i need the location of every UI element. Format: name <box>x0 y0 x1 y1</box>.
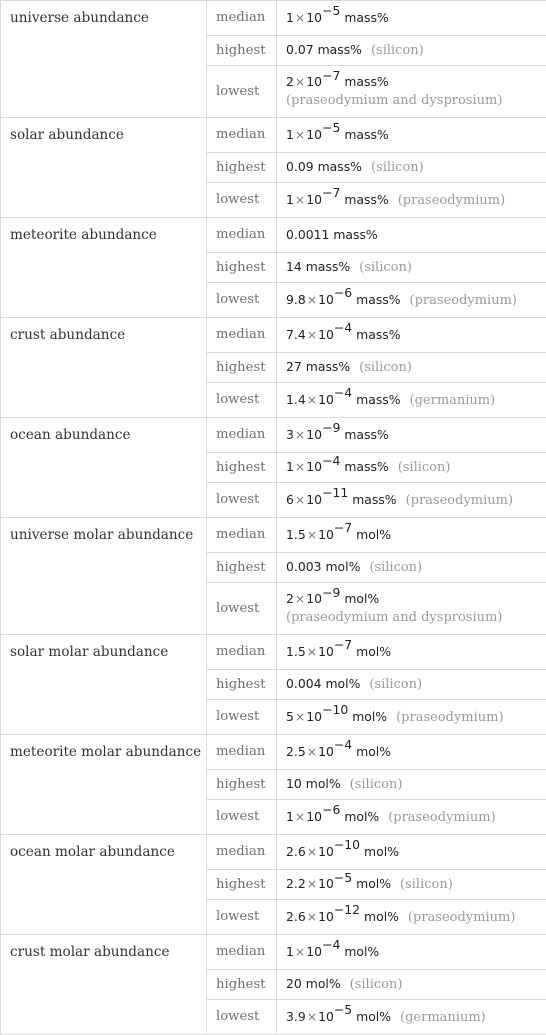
table-row <box>1 635 546 670</box>
value-mantissa: 1 <box>286 459 294 474</box>
base-ten: 10 <box>318 844 334 859</box>
times-sign: × <box>295 127 305 142</box>
value-unit: mol% <box>325 676 360 691</box>
base-ten: 10 <box>318 644 334 659</box>
value-unit: mol% <box>356 527 391 542</box>
property-name-cell <box>1 118 207 218</box>
table-row <box>1 935 546 970</box>
value-unit: mass% <box>352 492 396 507</box>
stat-label: median <box>216 644 265 659</box>
stat-label-cell <box>207 1 277 36</box>
times-sign: × <box>307 1009 317 1024</box>
table-row <box>1 118 546 153</box>
table-row <box>1 418 546 453</box>
value-cell <box>277 735 546 770</box>
element-note: (silicon) <box>400 877 453 892</box>
stat-label-cell <box>207 283 277 318</box>
value-cell <box>277 970 546 1000</box>
property-name-cell <box>1 518 207 635</box>
stat-label-cell <box>207 635 277 670</box>
value-cell <box>277 1000 546 1035</box>
property-name: meteorite molar abundance <box>10 744 201 760</box>
property-name: crust abundance <box>10 327 125 343</box>
property-name-cell <box>1 418 207 518</box>
value-cell <box>277 353 546 383</box>
stat-label-cell <box>207 453 277 483</box>
base-ten: 10 <box>318 527 334 542</box>
value-exponent: −5 <box>322 120 340 135</box>
stat-label-cell <box>207 770 277 800</box>
value-exponent: −10 <box>322 702 348 717</box>
stat-label-cell <box>207 670 277 700</box>
value-cell <box>277 418 546 453</box>
stat-label-cell <box>207 153 277 183</box>
value-exponent: −12 <box>334 902 360 917</box>
value-mantissa: 2 <box>286 591 294 606</box>
stat-label: lowest <box>216 192 259 207</box>
value-cell <box>277 635 546 670</box>
element-note: (praseodymium and dysprosium) <box>286 92 546 110</box>
base-ten: 10 <box>318 1009 334 1024</box>
value-cell <box>277 800 546 835</box>
value-number: 0.003 <box>286 559 321 574</box>
value-unit: mass% <box>344 427 388 442</box>
value-unit: mol% <box>306 976 341 991</box>
times-sign: × <box>295 459 305 474</box>
value-mantissa: 1 <box>286 127 294 142</box>
value-unit: mass% <box>344 459 388 474</box>
value-unit: mass% <box>356 292 400 307</box>
table-row <box>1 735 546 770</box>
stat-label: median <box>216 127 265 142</box>
property-name-cell <box>1 835 207 935</box>
value-exponent: −4 <box>322 937 340 952</box>
value-mantissa: 1 <box>286 944 294 959</box>
base-ten: 10 <box>306 591 322 606</box>
element-note: (praseodymium) <box>396 710 503 725</box>
stat-label: highest <box>216 777 266 792</box>
value-number: 0.07 <box>286 42 314 57</box>
value-cell <box>277 670 546 700</box>
value-cell <box>277 318 546 353</box>
base-ten: 10 <box>318 292 334 307</box>
base-ten: 10 <box>306 809 322 824</box>
value-exponent: −5 <box>334 870 352 885</box>
stat-label: lowest <box>216 909 259 924</box>
element-note: (praseodymium and dysprosium) <box>286 609 546 627</box>
stat-label: highest <box>216 360 266 375</box>
value-cell <box>277 66 546 118</box>
value-exponent: −10 <box>334 837 360 852</box>
stat-label: median <box>216 327 265 342</box>
times-sign: × <box>307 392 317 407</box>
stat-label: median <box>216 744 265 759</box>
value-exponent: −4 <box>334 385 352 400</box>
value-unit: mol% <box>352 709 387 724</box>
value-exponent: −4 <box>334 320 352 335</box>
value-mantissa: 1 <box>286 10 294 25</box>
value-unit: mol% <box>344 809 379 824</box>
value-mantissa: 5 <box>286 709 294 724</box>
value-cell <box>277 183 546 218</box>
base-ten: 10 <box>306 459 322 474</box>
element-note: (silicon) <box>350 777 403 792</box>
times-sign: × <box>295 74 305 89</box>
stat-label-cell <box>207 900 277 935</box>
value-mantissa: 2.2 <box>286 876 306 891</box>
value-cell <box>277 518 546 553</box>
times-sign: × <box>295 427 305 442</box>
value-number: 14 <box>286 259 302 274</box>
property-name: universe abundance <box>10 10 149 26</box>
value-exponent: −7 <box>334 520 352 535</box>
value-cell <box>277 153 546 183</box>
value-cell <box>277 583 546 635</box>
value-exponent: −7 <box>334 637 352 652</box>
value-unit: mass% <box>344 10 388 25</box>
stat-label-cell <box>207 183 277 218</box>
times-sign: × <box>295 809 305 824</box>
value-unit: mol% <box>356 744 391 759</box>
base-ten: 10 <box>318 909 334 924</box>
value-unit: mass% <box>318 42 362 57</box>
value-mantissa: 2.6 <box>286 844 306 859</box>
value-mantissa: 1.4 <box>286 392 306 407</box>
element-note: (silicon) <box>369 560 422 575</box>
value-number: 0.0011 <box>286 227 329 242</box>
stat-label-cell <box>207 583 277 635</box>
value-unit: mol% <box>356 644 391 659</box>
stat-label: lowest <box>216 601 259 616</box>
base-ten: 10 <box>306 427 322 442</box>
element-note: (praseodymium) <box>406 493 513 508</box>
property-name: solar molar abundance <box>10 644 168 660</box>
value-exponent: −5 <box>322 3 340 18</box>
stat-label: median <box>216 427 265 442</box>
element-note: (silicon) <box>350 977 403 992</box>
times-sign: × <box>307 844 317 859</box>
value-mantissa: 6 <box>286 492 294 507</box>
value-unit: mass% <box>344 192 388 207</box>
stat-label-cell <box>207 518 277 553</box>
stat-label: lowest <box>216 392 259 407</box>
value-number: 0.09 <box>286 159 314 174</box>
stat-label: lowest <box>216 1009 259 1024</box>
value-unit: mol% <box>356 876 391 891</box>
stat-label-cell <box>207 418 277 453</box>
base-ten: 10 <box>318 876 334 891</box>
stat-label-cell <box>207 353 277 383</box>
value-unit: mol% <box>344 944 379 959</box>
value-unit: mol% <box>364 909 399 924</box>
value-cell <box>277 253 546 283</box>
value-unit: mass% <box>306 259 350 274</box>
stat-label: lowest <box>216 292 259 307</box>
stat-label-cell <box>207 483 277 518</box>
value-number: 0.004 <box>286 676 321 691</box>
value-exponent: −11 <box>322 485 348 500</box>
base-ten: 10 <box>318 744 334 759</box>
value-mantissa: 1.5 <box>286 644 306 659</box>
property-name-cell <box>1 218 207 318</box>
value-unit: mass% <box>344 127 388 142</box>
value-cell <box>277 453 546 483</box>
property-name: ocean molar abundance <box>10 844 175 860</box>
times-sign: × <box>307 744 317 759</box>
value-cell <box>277 770 546 800</box>
base-ten: 10 <box>306 944 322 959</box>
value-unit: mol% <box>306 776 341 791</box>
times-sign: × <box>307 876 317 891</box>
element-note: (silicon) <box>371 160 424 175</box>
value-unit: mass% <box>333 227 377 242</box>
value-cell <box>277 36 546 66</box>
element-note: (silicon) <box>359 260 412 275</box>
value-cell <box>277 900 546 935</box>
element-note: (germanium) <box>410 393 496 408</box>
stat-label: lowest <box>216 492 259 507</box>
value-unit: mol% <box>344 591 379 606</box>
stat-label-cell <box>207 935 277 970</box>
stat-label-cell <box>207 835 277 870</box>
stat-label-cell <box>207 700 277 735</box>
stat-label: highest <box>216 560 266 575</box>
property-name: crust molar abundance <box>10 944 170 960</box>
times-sign: × <box>307 327 317 342</box>
base-ten: 10 <box>306 192 322 207</box>
value-unit: mass% <box>306 359 350 374</box>
value-mantissa: 1 <box>286 192 294 207</box>
value-cell <box>277 870 546 900</box>
times-sign: × <box>307 527 317 542</box>
base-ten: 10 <box>306 127 322 142</box>
value-cell <box>277 283 546 318</box>
stat-label: median <box>216 10 265 25</box>
stat-label-cell <box>207 870 277 900</box>
value-number: 20 <box>286 976 302 991</box>
stat-label-cell <box>207 735 277 770</box>
times-sign: × <box>295 492 305 507</box>
times-sign: × <box>307 644 317 659</box>
value-mantissa: 2 <box>286 74 294 89</box>
table-row <box>1 318 546 353</box>
property-name-cell <box>1 318 207 418</box>
stat-label-cell <box>207 218 277 253</box>
stat-label-cell <box>207 383 277 418</box>
value-unit: mass% <box>318 159 362 174</box>
base-ten: 10 <box>318 327 334 342</box>
element-note: (silicon) <box>369 677 422 692</box>
stat-label: median <box>216 944 265 959</box>
times-sign: × <box>295 192 305 207</box>
value-exponent: −4 <box>334 737 352 752</box>
element-note: (praseodymium) <box>408 910 515 925</box>
base-ten: 10 <box>306 10 322 25</box>
base-ten: 10 <box>306 709 322 724</box>
stat-label-cell <box>207 800 277 835</box>
element-note: (silicon) <box>359 360 412 375</box>
table-row <box>1 518 546 553</box>
property-name-cell <box>1 1 207 118</box>
stat-label: highest <box>216 160 266 175</box>
stat-label: highest <box>216 43 266 58</box>
stat-label: highest <box>216 460 266 475</box>
value-exponent: −6 <box>322 802 340 817</box>
property-name: universe molar abundance <box>10 527 193 543</box>
table-row <box>1 835 546 870</box>
value-cell <box>277 553 546 583</box>
stat-label-cell <box>207 66 277 118</box>
element-note: (germanium) <box>400 1010 486 1025</box>
property-name: ocean abundance <box>10 427 131 443</box>
stat-label: highest <box>216 260 266 275</box>
value-cell <box>277 700 546 735</box>
value-mantissa: 1.5 <box>286 527 306 542</box>
value-exponent: −9 <box>322 585 340 600</box>
stat-label-cell <box>207 318 277 353</box>
element-note: (praseodymium) <box>388 810 495 825</box>
value-exponent: −7 <box>322 68 340 83</box>
value-mantissa: 2.6 <box>286 909 306 924</box>
abundance-table-body <box>1 1 546 1035</box>
value-exponent: −7 <box>322 185 340 200</box>
table-row <box>1 218 546 253</box>
value-cell <box>277 218 546 253</box>
stat-label: lowest <box>216 84 259 99</box>
stat-label-cell <box>207 1000 277 1035</box>
stat-label: highest <box>216 977 266 992</box>
times-sign: × <box>307 909 317 924</box>
value-exponent: −4 <box>322 453 340 468</box>
value-cell <box>277 1 546 36</box>
stat-label: median <box>216 227 265 242</box>
stat-label-cell <box>207 970 277 1000</box>
value-mantissa: 1 <box>286 809 294 824</box>
value-mantissa: 3 <box>286 427 294 442</box>
stat-label-cell <box>207 118 277 153</box>
element-note: (silicon) <box>398 460 451 475</box>
value-unit: mol% <box>325 559 360 574</box>
stat-label: median <box>216 844 265 859</box>
value-unit: mass% <box>356 327 400 342</box>
value-exponent: −6 <box>334 285 352 300</box>
element-note: (praseodymium) <box>398 193 505 208</box>
stat-label: median <box>216 527 265 542</box>
property-name-cell <box>1 635 207 735</box>
times-sign: × <box>295 709 305 724</box>
base-ten: 10 <box>318 392 334 407</box>
table-row <box>1 1 546 36</box>
property-name-cell <box>1 935 207 1035</box>
property-name-cell <box>1 735 207 835</box>
times-sign: × <box>295 944 305 959</box>
base-ten: 10 <box>306 74 322 89</box>
value-exponent: −9 <box>322 420 340 435</box>
value-unit: mass% <box>344 74 388 89</box>
value-cell <box>277 483 546 518</box>
value-mantissa: 3.9 <box>286 1009 306 1024</box>
value-cell <box>277 118 546 153</box>
stat-label-cell <box>207 253 277 283</box>
stat-label: lowest <box>216 709 259 724</box>
stat-label: highest <box>216 677 266 692</box>
base-ten: 10 <box>306 492 322 507</box>
property-name: meteorite abundance <box>10 227 157 243</box>
value-unit: mol% <box>356 1009 391 1024</box>
times-sign: × <box>295 10 305 25</box>
element-note: (silicon) <box>371 43 424 58</box>
stat-label-cell <box>207 553 277 583</box>
value-mantissa: 2.5 <box>286 744 306 759</box>
times-sign: × <box>307 292 317 307</box>
property-name: solar abundance <box>10 127 124 143</box>
stat-label: highest <box>216 877 266 892</box>
value-number: 27 <box>286 359 302 374</box>
times-sign: × <box>295 591 305 606</box>
value-unit: mol% <box>364 844 399 859</box>
element-note: (praseodymium) <box>410 293 517 308</box>
stat-label: lowest <box>216 809 259 824</box>
stat-label-cell <box>207 36 277 66</box>
value-cell <box>277 935 546 970</box>
value-unit: mass% <box>356 392 400 407</box>
value-mantissa: 7.4 <box>286 327 306 342</box>
value-exponent: −5 <box>334 1002 352 1017</box>
value-cell <box>277 835 546 870</box>
value-cell <box>277 383 546 418</box>
value-mantissa: 9.8 <box>286 292 306 307</box>
value-number: 10 <box>286 776 302 791</box>
